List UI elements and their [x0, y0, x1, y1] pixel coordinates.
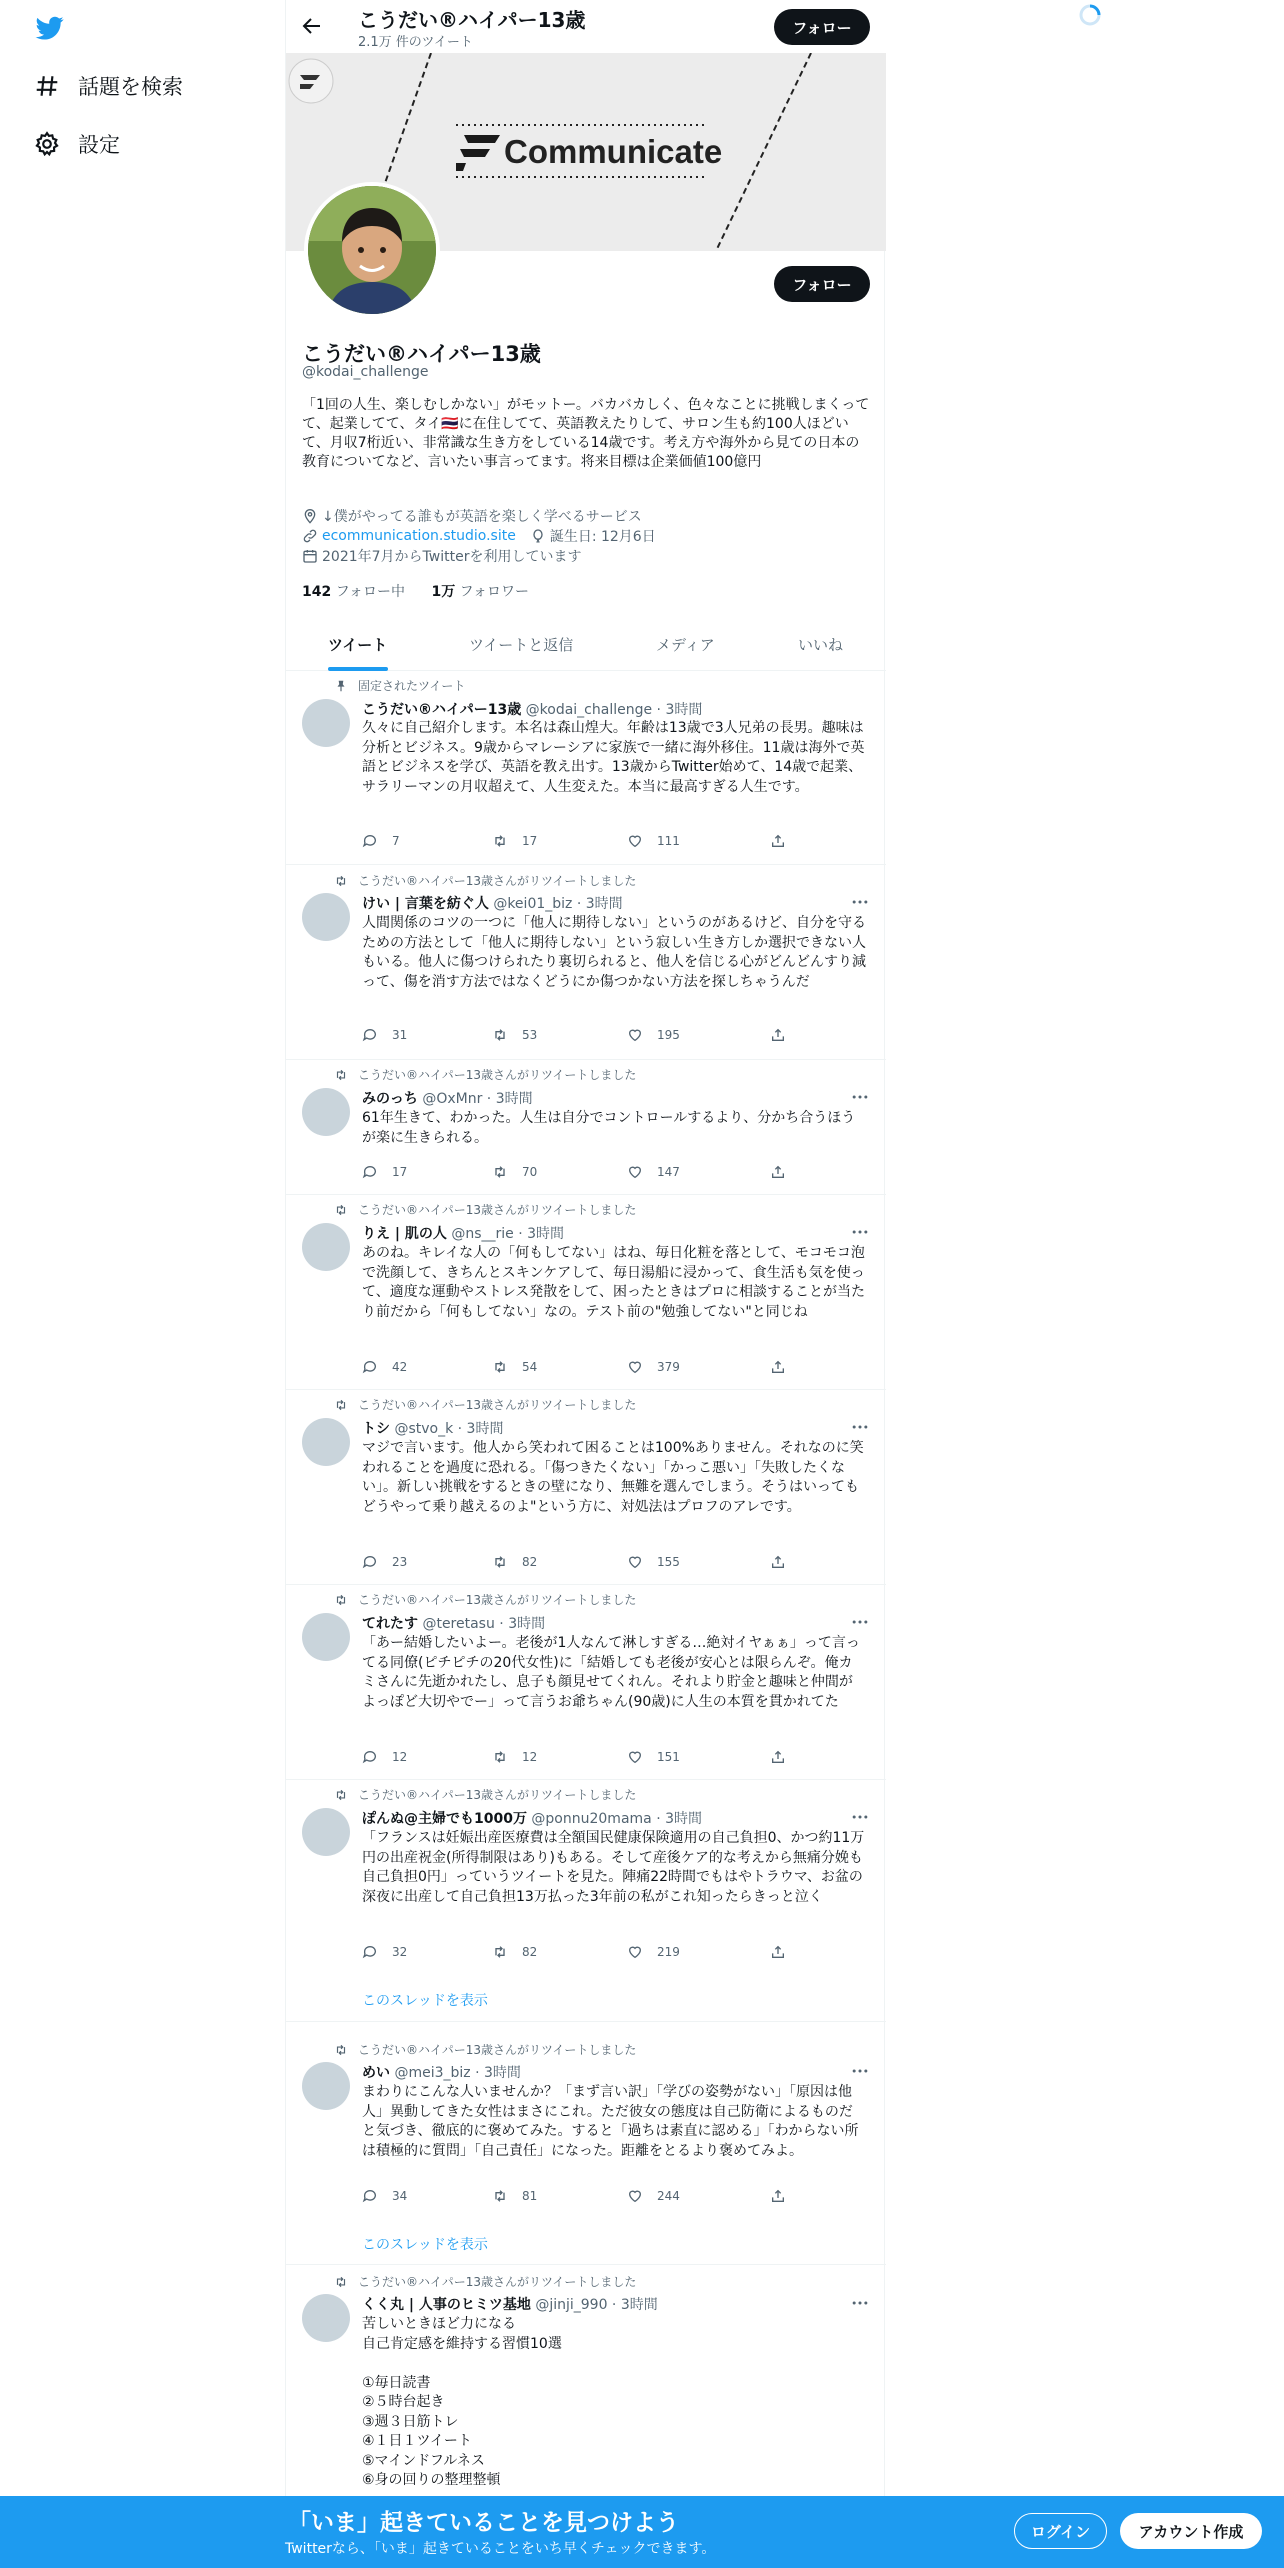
retweet-button[interactable]	[492, 833, 537, 849]
profile-url-link[interactable]: ecommunication.studio.site	[322, 528, 516, 544]
followers-count: 1万	[431, 584, 456, 600]
reply-count: 31	[392, 1028, 408, 1042]
tweet-text: マジで言います。他人から笑われて困ることは100%ありません。それなのに笑われることを過度に恐れる。「傷つきたくない」「かっこ悪い」「失敗したくない」。新しい挑戦をするときの壁になり、無難を選んでしまう。そうはいってもどうやって乗り越えるのよ"という方に、対処法はプロフのアレです。	[362, 1440, 864, 1515]
profile-handle: @kodai_challenge	[302, 364, 429, 380]
header-title: こうだい®ハイパー13歳	[358, 8, 586, 32]
tweet-author-name[interactable]: ぽんぬ@主婦でも1000万	[362, 1811, 527, 1827]
heart-icon	[627, 1554, 643, 1570]
signup-prompt-title: 「いま」起きていることを見つけよう	[288, 2510, 679, 2536]
tweet[interactable]	[286, 671, 886, 865]
like-count: 147	[657, 1165, 680, 1179]
like-count: 219	[657, 1945, 680, 1959]
heart-icon	[627, 1359, 643, 1375]
reply-count: 7	[392, 834, 400, 848]
tweet-text: 61年生きて、わかった。人生は自分でコントロールするより、分かち合うほうが楽に生きられる。	[362, 1110, 856, 1146]
tweet-avatar[interactable]	[302, 699, 350, 747]
reply-icon	[362, 1944, 378, 1960]
location-text: ↓僕がやってる誰もが英語を楽しく学べるサービス	[322, 509, 642, 525]
retweet-icon	[492, 833, 508, 849]
share-icon	[770, 1554, 786, 1570]
loading-spinner-icon	[1078, 3, 1102, 27]
show-thread-link[interactable]: このスレッドを表示	[362, 2237, 488, 2253]
tweet-actions	[362, 1164, 792, 1184]
like-button[interactable]	[627, 1027, 680, 1043]
reply-button[interactable]	[362, 1164, 407, 1180]
profile-name: こうだい®ハイパー13歳	[302, 342, 541, 366]
retweet-button[interactable]	[492, 1359, 537, 1375]
tweet-context	[334, 1201, 636, 1218]
login-button[interactable]: ログイン	[1014, 2513, 1107, 2549]
share-icon	[770, 1749, 786, 1765]
tweet-actions	[362, 2188, 792, 2208]
retweet-icon	[492, 1027, 508, 1043]
profile-tabs	[286, 618, 886, 671]
like-count: 155	[657, 1555, 680, 1569]
tab-media[interactable]: メディア	[656, 636, 715, 654]
tweet-author-name[interactable]: トシ	[362, 1421, 390, 1437]
share-button[interactable]	[770, 1944, 800, 1960]
retweet-count: 82	[522, 1945, 538, 1959]
tweet-author-handle[interactable]: @kei01_biz · 3時間	[493, 896, 623, 912]
tab-tweets[interactable]: ツイート	[328, 636, 388, 654]
retweet-icon	[492, 1164, 508, 1180]
header-tweet-count: 2.1万 件のツイート	[358, 35, 473, 50]
tweet-context-text: こうだい®ハイパー13歳さんがリツイートしました	[358, 874, 637, 888]
reply-button[interactable]	[362, 1944, 407, 1960]
reply-button[interactable]	[362, 1554, 407, 1570]
tweet-avatar[interactable]	[302, 1613, 350, 1661]
share-icon	[770, 1027, 786, 1043]
tweet-avatar[interactable]	[302, 2062, 350, 2110]
tweet-header	[362, 2062, 521, 2082]
tweet-context-text: こうだい®ハイパー13歳さんがリツイートしました	[358, 1203, 637, 1217]
reply-button[interactable]	[362, 833, 400, 849]
reply-icon	[362, 2188, 378, 2204]
banner-text: Communicate	[504, 133, 723, 170]
reply-icon	[362, 1027, 378, 1043]
tweet[interactable]	[286, 1060, 886, 1195]
heart-icon	[627, 833, 643, 849]
tweet-context	[334, 1591, 636, 1608]
tweet-author-name[interactable]: てれたす	[362, 1616, 418, 1632]
more-options-icon[interactable]	[850, 892, 870, 912]
tweet-header	[362, 1223, 564, 1243]
tweet[interactable]	[286, 865, 886, 1060]
tweet-context	[334, 2273, 636, 2290]
like-button[interactable]	[627, 2188, 680, 2204]
tweet-context	[334, 1066, 636, 1083]
like-button[interactable]	[627, 1359, 680, 1375]
retweet-count: 82	[522, 1555, 538, 1569]
retweeted-icon	[334, 1068, 348, 1082]
tweet-text: 苦しいときほど力になる 自己肯定感を維持する習慣10選 ①毎日読書 ②５時台起き ③週３日筋トレ ④１日１ツイート ⑤マインドフルネス ⑥身の回りの整理整頓	[362, 2316, 562, 2488]
retweet-count: 53	[522, 1028, 538, 1042]
reply-count: 42	[392, 1360, 408, 1374]
gear-icon	[34, 131, 60, 157]
retweet-button[interactable]	[492, 1944, 537, 1960]
share-icon	[770, 1359, 786, 1375]
reply-count: 23	[392, 1555, 408, 1569]
reply-icon	[362, 1359, 378, 1375]
retweeted-icon	[334, 1593, 348, 1607]
share-icon	[770, 2188, 786, 2204]
tweet-author-name[interactable]: くく丸 | 人事のヒミツ基地	[362, 2297, 531, 2313]
share-button[interactable]	[770, 1164, 800, 1180]
twitter-logo-icon[interactable]	[34, 14, 66, 42]
more-options-icon[interactable]	[850, 1222, 870, 1242]
retweeted-icon	[334, 1398, 348, 1412]
tweet-header	[362, 1418, 503, 1438]
retweet-count: 12	[522, 1750, 538, 1764]
reply-button[interactable]	[362, 1027, 407, 1043]
link-icon	[302, 528, 318, 544]
nav-settings[interactable]	[34, 124, 120, 164]
more-options-icon[interactable]	[850, 1807, 870, 1827]
location-pin-icon	[302, 508, 318, 524]
tweet-text: 「あー結婚したいよー。老後が1人なんて淋しすぎる…絶対イヤぁぁ」って言ってる同僚(ピチピチの20代女性)に「結婚しても老後が安心とは限らんぞ。俺カミさんに先逝かれたし、息子も顔見せてくれん。それより貯金と趣味と仲間がよっぽど大切やでー」って言うお爺ちゃん(90歳)に人生の本質を貫かれてた	[362, 1635, 860, 1710]
retweet-icon	[492, 1749, 508, 1765]
retweet-count: 54	[522, 1360, 538, 1374]
share-icon	[770, 1944, 786, 1960]
heart-icon	[627, 1164, 643, 1180]
retweeted-icon	[334, 2043, 348, 2057]
retweet-button[interactable]	[492, 1554, 537, 1570]
tweet-text: 人間関係のコツの一つに「他人に期待しない」というのがあるけど、自分を守るための方法として「他人に期待しない」という寂しい生き方しか選択できない人もいる。他人に傷つけられたり裏切られると、他人を信じる心がどんどんすり減って、傷を消す方法ではなくどうにか傷つかない方法を探しちゃうんだ	[362, 915, 866, 990]
tweet-header	[362, 1088, 533, 1108]
profile-link-row	[302, 526, 656, 546]
tweet-context-text: こうだい®ハイパー13歳さんがリツイートしました	[358, 2275, 637, 2289]
top-header	[286, 0, 886, 53]
tweet-context-text: こうだい®ハイパー13歳さんがリツイートしました	[358, 1068, 637, 1082]
tweet-context-text: こうだい®ハイパー13歳さんがリツイートしました	[358, 2043, 637, 2057]
tweet-author-handle[interactable]: @OxMnr · 3時間	[422, 1091, 533, 1107]
like-button[interactable]	[627, 1749, 680, 1765]
tweet-author-handle[interactable]: @jinji_990 · 3時間	[535, 2297, 658, 2313]
header-follow-button[interactable]: フォロー	[774, 9, 870, 45]
tweet-context	[334, 872, 636, 889]
retweeted-icon	[334, 874, 348, 888]
tweet-actions	[362, 1944, 792, 1964]
share-button[interactable]	[770, 833, 800, 849]
communicate-logo-icon	[456, 133, 502, 173]
share-button[interactable]	[770, 2188, 800, 2204]
tweet-context	[334, 1786, 636, 1803]
heart-icon	[627, 1749, 643, 1765]
show-thread-link[interactable]: このスレッドを表示	[362, 1993, 488, 2009]
calendar-icon	[302, 548, 318, 564]
share-button[interactable]	[770, 1359, 800, 1375]
retweet-icon	[492, 1554, 508, 1570]
more-options-icon[interactable]	[850, 1087, 870, 1107]
heart-icon	[627, 1944, 643, 1960]
joined-text: 2021年7月からTwitterを利用しています	[322, 549, 582, 565]
tweet[interactable]	[286, 1195, 886, 1390]
retweet-button[interactable]	[492, 1749, 537, 1765]
like-button[interactable]	[627, 1164, 680, 1180]
reply-icon	[362, 833, 378, 849]
heart-icon	[627, 1027, 643, 1043]
profile-joined	[302, 546, 581, 566]
share-button[interactable]	[770, 1749, 800, 1765]
reply-button[interactable]	[362, 1749, 407, 1765]
tweet-author-name[interactable]: みのっち	[362, 1091, 418, 1107]
tweet-author-handle[interactable]: @ns__rie · 3時間	[451, 1226, 565, 1242]
tweet[interactable]	[286, 1780, 886, 2022]
share-icon	[770, 1164, 786, 1180]
tweet-header	[362, 893, 623, 913]
retweet-icon	[492, 1359, 508, 1375]
tweet-avatar[interactable]	[302, 1223, 350, 1271]
profile-avatar[interactable]	[304, 182, 440, 318]
tweet-author-handle[interactable]: @ponnu20mama · 3時間	[531, 1811, 702, 1827]
tweet-avatar[interactable]	[302, 1808, 350, 1856]
tweet-avatar[interactable]	[302, 1418, 350, 1466]
tweet-context-text: こうだい®ハイパー13歳さんがリツイートしました	[358, 1398, 637, 1412]
tweet[interactable]	[286, 1390, 886, 1585]
nav-settings-label: 設定	[78, 133, 120, 157]
retweeted-icon	[334, 1788, 348, 1802]
retweet-count: 81	[522, 2189, 538, 2203]
followers-link[interactable]	[431, 584, 529, 600]
tweet-context	[334, 677, 465, 694]
nav-explore-label: 話題を検索	[78, 75, 183, 99]
profile-photo	[308, 186, 436, 314]
signup-prompt-bar	[0, 2496, 1284, 2568]
tweet-text: まわりにこんな人いませんか？「まず言い訳」「学びの姿勢がない」「原因は他人」異動してきた女性はまさにこれ。ただ彼女の態度は自己防衛によるものだと気づき、徹底的に褒めてみた。すると「過ちは素直に認める」「わからない所は積極的に質問」「自己責任」になった。距離をとるより褒めてみよ。	[362, 2084, 859, 2159]
tweet-avatar[interactable]	[302, 1088, 350, 1136]
reply-icon	[362, 1749, 378, 1765]
retweeted-icon	[334, 1203, 348, 1217]
following-label: フォロー中	[335, 584, 405, 600]
tweet-actions	[362, 833, 792, 853]
tweet-author-handle[interactable]: @teretasu · 3時間	[422, 1616, 546, 1632]
more-options-icon[interactable]	[850, 1417, 870, 1437]
tweet-author-name[interactable]: こうだい®ハイパー13歳	[362, 702, 522, 718]
like-count: 111	[657, 834, 680, 848]
reply-button[interactable]	[362, 1359, 407, 1375]
pin-icon	[334, 679, 348, 693]
reply-count: 34	[392, 2189, 408, 2203]
tweet-avatar[interactable]	[302, 893, 350, 941]
like-count: 195	[657, 1028, 680, 1042]
reply-count: 32	[392, 1945, 408, 1959]
retweet-count: 17	[522, 834, 538, 848]
tweet-author-name[interactable]: けい | 言葉を紡ぐ人	[362, 896, 489, 912]
tweet[interactable]	[286, 2022, 886, 2265]
more-options-icon[interactable]	[850, 2061, 870, 2081]
tweet-header	[362, 1613, 545, 1633]
tweet-context-text: 固定されたツイート	[358, 679, 466, 693]
tweet-text: 久々に自己紹介します。本名は森山煌大。年齢は13歳で3人兄弟の長男。趣味は分析とビジネス。9歳からマレーシアに家族で一緒に海外移住。11歳は海外で英語とビジネスを学び、英語を教え出す。13歳からTwitter始めて、14歳で起業、サラリーマンの月収超えて、人生変えた。本当に最高すぎる人生です。	[362, 720, 865, 795]
like-count: 244	[657, 2189, 680, 2203]
signup-button[interactable]: アカウント作成	[1120, 2513, 1262, 2549]
retweet-icon	[492, 2188, 508, 2204]
like-button[interactable]	[627, 1554, 680, 1570]
tweet-header	[362, 1808, 702, 1828]
profile-location	[302, 506, 642, 526]
balloon-icon	[530, 528, 546, 544]
retweet-count: 70	[522, 1165, 538, 1179]
tweet-actions	[362, 1554, 792, 1574]
tweet[interactable]	[286, 1585, 886, 1780]
following-count: 142	[302, 584, 332, 600]
tweet-author-handle[interactable]: @kodai_challenge · 3時間	[525, 702, 703, 718]
share-icon	[770, 833, 786, 849]
tweet-context-text: こうだい®ハイパー13歳さんがリツイートしました	[358, 1593, 637, 1607]
profile-column	[285, 0, 885, 2568]
retweet-icon	[492, 1944, 508, 1960]
reply-button[interactable]	[362, 2188, 407, 2204]
retweet-button[interactable]	[492, 1027, 537, 1043]
following-link[interactable]	[302, 584, 405, 600]
reply-count: 17	[392, 1165, 408, 1179]
tweet-actions	[362, 1027, 792, 1047]
tweet-context-text: こうだい®ハイパー13歳さんがリツイートしました	[358, 1788, 637, 1802]
like-button[interactable]	[627, 1944, 680, 1960]
tweet-avatar[interactable]	[302, 2294, 350, 2342]
back-arrow-icon[interactable]	[300, 14, 324, 38]
more-options-icon[interactable]	[850, 2293, 870, 2313]
share-button[interactable]	[770, 1554, 800, 1570]
retweet-button[interactable]	[492, 2188, 537, 2204]
tweet-actions	[362, 1749, 792, 1769]
profile-follow-button[interactable]: フォロー	[774, 266, 870, 302]
like-count: 379	[657, 1360, 680, 1374]
tweet-author-name[interactable]: めい	[362, 2065, 390, 2081]
retweet-button[interactable]	[492, 1164, 537, 1180]
like-button[interactable]	[627, 833, 680, 849]
tweet-context	[334, 1396, 636, 1413]
tweet-actions	[362, 1359, 792, 1379]
tweet-text: あのね。キレイな人の「何もしてない」はね、毎日化粧を落として、モコモコ泡で洗顔して、きちんとスキンケアして、毎日湯船に浸かって、食生活も気を使って、適度な運動やストレス発散をして、困ったときはプロに相談することが当たり前だから「何もしてない」なの。テスト前の"勉強してない"と同じね	[362, 1245, 866, 1320]
tweet-header	[362, 699, 702, 719]
tweet-context	[334, 2041, 636, 2058]
tab-likes[interactable]: いいね	[798, 636, 844, 654]
nav-explore[interactable]	[34, 66, 183, 106]
tab-tweets-and-replies[interactable]: ツイートと返信	[469, 636, 574, 654]
tweet-header	[362, 2294, 658, 2314]
hashtag-icon	[34, 73, 60, 99]
reply-icon	[362, 1554, 378, 1570]
heart-icon	[627, 2188, 643, 2204]
tweet-author-handle[interactable]: @stvo_k · 3時間	[394, 1421, 504, 1437]
reply-icon	[362, 1164, 378, 1180]
profile-bio: 「1回の人生、楽しむしかない」がモットー。バカバカしく、色々なことに挑戦しまくってて、起業してて、タイ🇹🇭に在住してて、英語教えたりして、サロン生も約100人ほどいて、月収7桁近い、非常識な生き方をしている14歳です。考え方や海外から見ての日本の教育についてなど、言いたい事言ってます。将来目標は企業価値100億円	[302, 397, 870, 470]
more-options-icon[interactable]	[850, 1612, 870, 1632]
follow-counts	[302, 581, 529, 601]
tweet-text: 「フランスは妊娠出産医療費は全額国民健康保険適用の自己負担0、かつ約11万円の出産祝金(所得制限はあり)もある。そして産後ケア的な考えから無痛分娩も自己負担0円」っていうツイートを見た。陣痛22時間でもはやトラウマ、お盆の深夜に出産して自己負担13万払った3年前の私がこれ知ったらきっと泣く	[362, 1830, 865, 1905]
like-count: 151	[657, 1750, 680, 1764]
signup-prompt-subtitle: Twitterなら、「いま」起きていることをいち早くチェックできます。	[285, 2541, 716, 2557]
tweet-author-handle[interactable]: @mei3_biz · 3時間	[394, 2065, 521, 2081]
share-button[interactable]	[770, 1027, 800, 1043]
followers-label: フォロワー	[459, 584, 529, 600]
reply-count: 12	[392, 1750, 408, 1764]
birthday-text: 誕生日: 12月6日	[549, 529, 656, 545]
tweet-author-name[interactable]: りえ | 肌の人	[362, 1226, 447, 1242]
retweeted-icon	[334, 2275, 348, 2289]
